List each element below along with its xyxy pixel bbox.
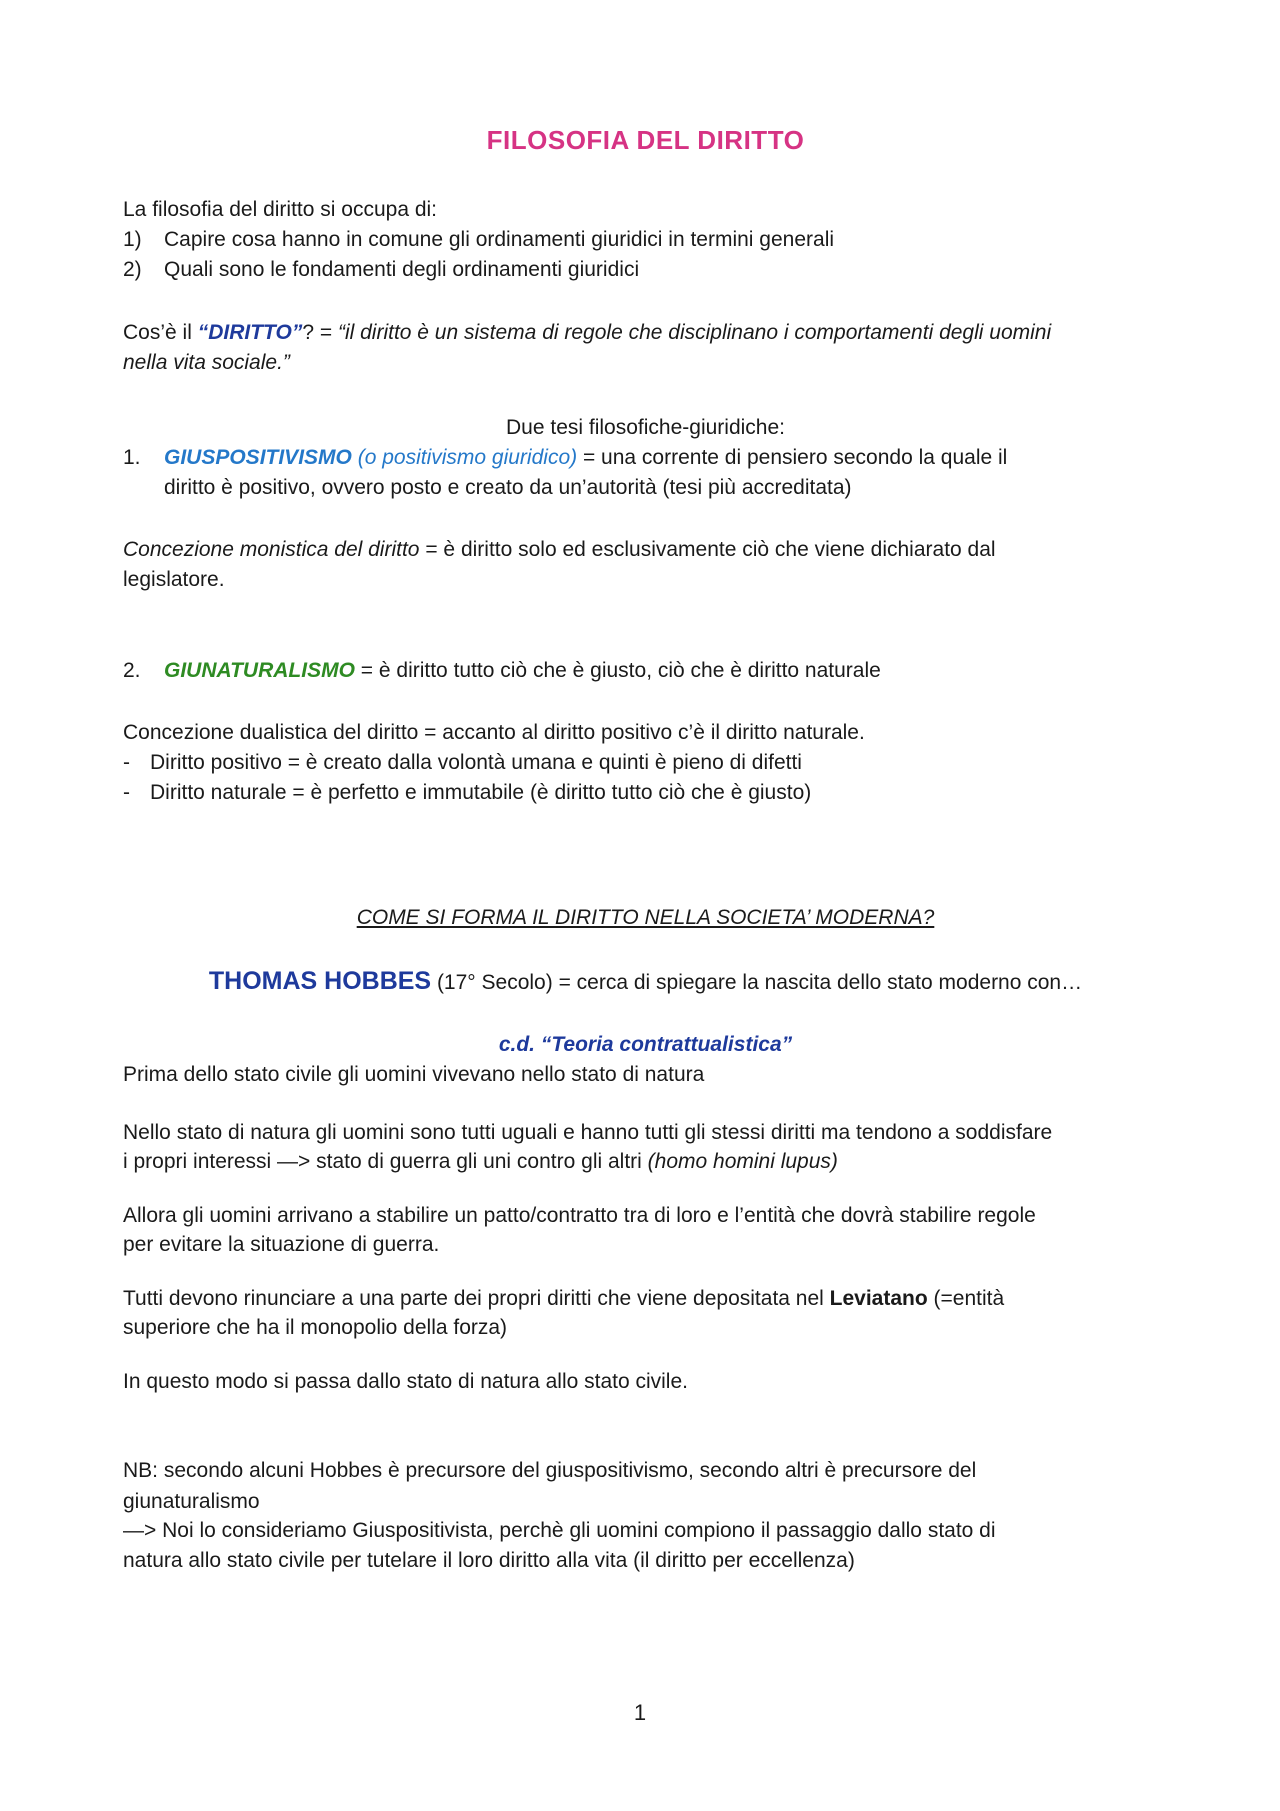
paragraph: In questo modo si passa dallo stato di natura allo stato civile. — [123, 1370, 688, 1393]
list-number: 2) — [123, 258, 142, 281]
definition-quote-cont: nella vita sociale.” — [123, 351, 290, 374]
leviatano-term: Leviatano — [829, 1287, 928, 1310]
definition-term: “DIRITTO” — [197, 321, 303, 344]
list-dash: - — [123, 781, 130, 804]
paragraph-italic: (homo homini lupus) — [647, 1150, 838, 1173]
thesis-2-text: = è diritto tutto ciò che è giusto, ciò che è diritto naturale — [354, 659, 881, 682]
section-heading: COME SI FORMA IL DIRITTO NELLA SOCIETA’ MODERNA? — [356, 906, 935, 929]
thesis-2-term: GIUNATURALISMO — [164, 659, 355, 682]
paragraph-cont — [123, 1147, 838, 1177]
thesis-1 — [123, 443, 1007, 473]
definition-mid: ? = — [302, 321, 338, 344]
definition-quote: “il diritto è un sistema di regole che disciplinano i comportamenti degli uomini — [337, 321, 1052, 344]
nb-paragraph-cont: natura allo stato civile per tutelare il loro diritto alla vita (il diritto per eccellenza) — [123, 1549, 855, 1572]
thesis-1-aside: (o positivismo giuridico) — [351, 446, 578, 469]
list-dash: - — [123, 751, 130, 774]
document-title: FILOSOFIA DEL DIRITTO — [486, 125, 805, 155]
paragraph-text: i propri interessi —> stato di guerra gli uni contro gli altri — [123, 1150, 648, 1173]
hobbes-text: (17° Secolo) = cerca di spiegare la nascita dello stato moderno con… — [431, 971, 1083, 994]
list-number: 2. — [123, 659, 141, 682]
page-number: 1 — [633, 1700, 647, 1725]
theory-heading: c.d. “Teoria contrattualistica” — [498, 1033, 793, 1056]
monistic-text: = è diritto solo ed esclusivamente ciò che viene dichiarato dal — [425, 538, 996, 561]
paragraph: Allora gli uomini arrivano a stabilire un patto/contratto tra di loro e l’entità che dovrà stabilire regole — [123, 1204, 1036, 1227]
list-text: Quali sono le fondamenti degli ordinamenti giuridici — [164, 258, 640, 281]
paragraph — [123, 1284, 1004, 1314]
monistic-line — [123, 535, 996, 565]
list-item — [123, 225, 834, 255]
nb-paragraph-cont: —> Noi lo consideriamo Giuspositivista, perchè gli uomini compiono il passaggio dallo stato di — [123, 1519, 996, 1542]
paragraph-cont: superiore che ha il monopolio della forza) — [123, 1316, 508, 1339]
paragraph-cont: per evitare la situazione di guerra. — [123, 1233, 440, 1256]
list-text: Diritto naturale = è perfetto e immutabile (è diritto tutto ciò che è giusto) — [150, 781, 812, 804]
paragraph-text: Tutti devono rinunciare a una parte dei propri diritti che viene depositata nel — [123, 1287, 830, 1310]
paragraph: Prima dello stato civile gli uomini vivevano nello stato di natura — [123, 1063, 705, 1086]
paragraph-text: (=entità — [927, 1287, 1005, 1310]
hobbes-line — [123, 966, 1168, 998]
hobbes-name: THOMAS HOBBES — [208, 967, 432, 995]
thesis-1-text: = una corrente di pensiero secondo la quale il — [577, 446, 1008, 469]
definition-prefix: Cos’è il — [123, 321, 198, 344]
list-number: 1. — [123, 446, 141, 469]
monistic-label: Concezione monistica del diritto — [123, 538, 426, 561]
paragraph: Nello stato di natura gli uomini sono tutti uguali e hanno tutti gli stessi diritti ma tendono a soddisfare — [123, 1121, 1053, 1144]
list-number: 1) — [123, 228, 142, 251]
monistic-cont: legislatore. — [123, 568, 225, 591]
list-text: Capire cosa hanno in comune gli ordinamenti giuridici in termini generali — [164, 228, 835, 251]
theses-heading: Due tesi filosofiche-giuridiche: — [506, 416, 785, 439]
dualistic-lead: Concezione dualistica del diritto = accanto al diritto positivo c’è il diritto naturale. — [123, 721, 865, 744]
list-item — [123, 255, 639, 285]
list-item — [123, 778, 811, 808]
thesis-2 — [123, 656, 881, 686]
list-text: Diritto positivo = è creato dalla volontà umana e quinti è pieno di difetti — [150, 751, 802, 774]
nb-paragraph-cont: giunaturalismo — [123, 1490, 260, 1513]
list-item — [123, 748, 802, 778]
thesis-1-term: GIUSPOSITIVISMO — [164, 446, 352, 469]
thesis-1-cont: diritto è positivo, ovvero posto e creato da un’autorità (tesi più accreditata) — [164, 476, 852, 499]
intro-lead: La filosofia del diritto si occupa di: — [123, 198, 438, 221]
definition-line — [123, 318, 1051, 348]
nb-paragraph: NB: secondo alcuni Hobbes è precursore del giuspositivismo, secondo altri è precursore del — [123, 1459, 977, 1482]
